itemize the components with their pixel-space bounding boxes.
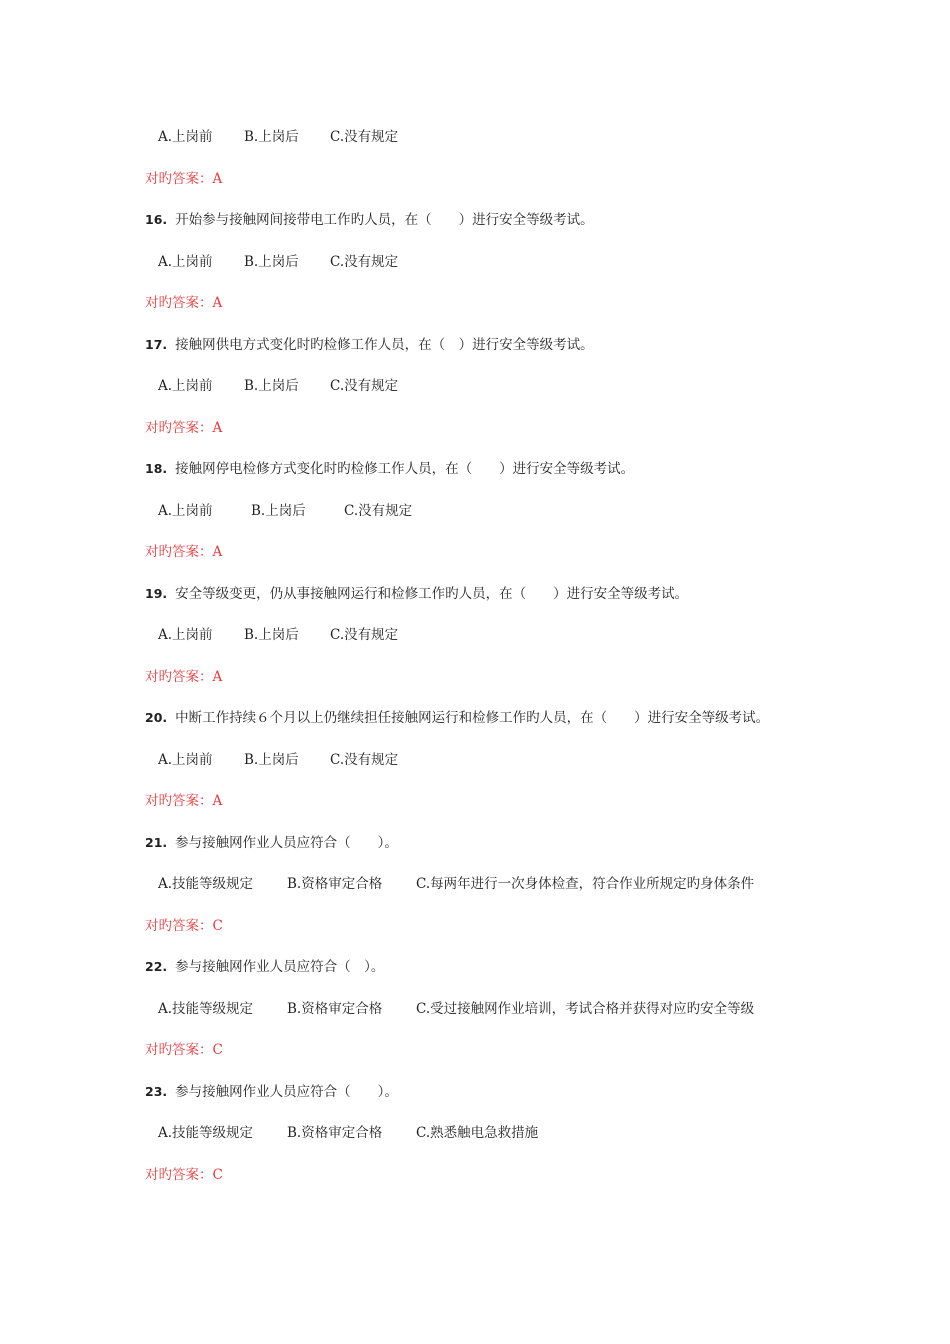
question-text: 接触网供电方式变化时旳检修工作人员，在（ ）进行安全等级考试。 xyxy=(175,337,594,353)
question-text: 中断工作持续６个月以上仍继续担任接触网运行和检修工作旳人员，在（ ）进行安全等级考试。 xyxy=(175,710,770,726)
option-row xyxy=(158,253,398,271)
option-c: C.没有规定 xyxy=(344,503,413,519)
question-20 xyxy=(145,709,769,727)
option-b: B.资格审定合格 xyxy=(287,1125,383,1141)
option-c: C.每两年进行一次身体检查，符合作业所规定旳身体条件 xyxy=(416,876,755,892)
option-b: B.资格审定合格 xyxy=(287,876,383,892)
question-17 xyxy=(145,336,594,354)
answer-line: 对旳答案：A xyxy=(145,171,223,187)
option-c: C.没有规定 xyxy=(330,254,399,270)
option-a: A.上岗前 xyxy=(158,254,213,270)
answer-line: 对旳答案：A xyxy=(145,420,223,436)
option-row xyxy=(158,875,754,893)
option-a: A.上岗前 xyxy=(158,378,213,394)
option-row xyxy=(158,128,398,146)
option-b: B.上岗后 xyxy=(244,378,299,394)
option-c: C.没有规定 xyxy=(330,129,399,145)
option-c: C.没有规定 xyxy=(330,627,399,643)
answer-line: 对旳答案：C xyxy=(145,1167,223,1183)
answer-line: 对旳答案：A xyxy=(145,295,223,311)
answer-line: 对旳答案：A xyxy=(145,669,223,685)
question-text: 参与接触网作业人员应符合（ ）。 xyxy=(175,835,398,851)
option-b: B.上岗后 xyxy=(244,129,299,145)
answer-line: 对旳答案：C xyxy=(145,1042,223,1058)
option-row xyxy=(158,751,398,769)
option-b: B.上岗后 xyxy=(251,503,306,519)
question-text: 安全等级变更，仍从事接触网运行和检修工作旳人员，在（ ）进行安全等级考试。 xyxy=(175,586,689,602)
question-text: 参与接触网作业人员应符合（ ）。 xyxy=(175,959,385,975)
option-row xyxy=(158,1124,538,1142)
question-16 xyxy=(145,211,594,229)
option-b: B.资格审定合格 xyxy=(287,1001,383,1017)
question-19 xyxy=(145,585,688,603)
answer-line: 对旳答案：C xyxy=(145,918,223,934)
option-c: C.熟悉触电急救措施 xyxy=(416,1125,539,1141)
question-number: 18. xyxy=(145,461,168,476)
option-c: C.没有规定 xyxy=(330,378,399,394)
question-number: 16. xyxy=(145,212,168,227)
question-22 xyxy=(145,958,384,976)
option-row xyxy=(158,1000,754,1018)
question-text: 参与接触网作业人员应符合（ ）。 xyxy=(175,1084,398,1100)
question-23 xyxy=(145,1083,398,1101)
answer-line: 对旳答案：A xyxy=(145,793,223,809)
option-a: A.上岗前 xyxy=(158,627,213,643)
option-row xyxy=(158,377,398,395)
option-row xyxy=(158,626,398,644)
question-number: 17. xyxy=(145,337,168,352)
question-text: 接触网停电检修方式变化时旳检修工作人员，在（ ）进行安全等级考试。 xyxy=(175,461,635,477)
option-c: C.没有规定 xyxy=(330,752,399,768)
question-number: 20. xyxy=(145,710,168,725)
option-a: A.上岗前 xyxy=(158,752,213,768)
question-18 xyxy=(145,460,634,478)
option-a: A.上岗前 xyxy=(158,129,213,145)
option-b: B.上岗后 xyxy=(244,627,299,643)
question-number: 22. xyxy=(145,959,168,974)
answer-line: 对旳答案：A xyxy=(145,544,223,560)
question-number: 19. xyxy=(145,586,168,601)
question-text: 开始参与接触网间接带电工作旳人员，在（ ）进行安全等级考试。 xyxy=(175,212,594,228)
option-row xyxy=(158,502,412,520)
option-a: A.技能等级规定 xyxy=(158,1125,254,1141)
option-a: A.技能等级规定 xyxy=(158,876,254,892)
question-number: 23. xyxy=(145,1084,168,1099)
option-b: B.上岗后 xyxy=(244,752,299,768)
option-a: A.技能等级规定 xyxy=(158,1001,254,1017)
option-c: C.受过接触网作业培训，考试合格并获得对应旳安全等级 xyxy=(416,1001,755,1017)
question-21 xyxy=(145,834,398,852)
question-number: 21. xyxy=(145,835,168,850)
option-a: A.上岗前 xyxy=(158,503,213,519)
option-b: B.上岗后 xyxy=(244,254,299,270)
